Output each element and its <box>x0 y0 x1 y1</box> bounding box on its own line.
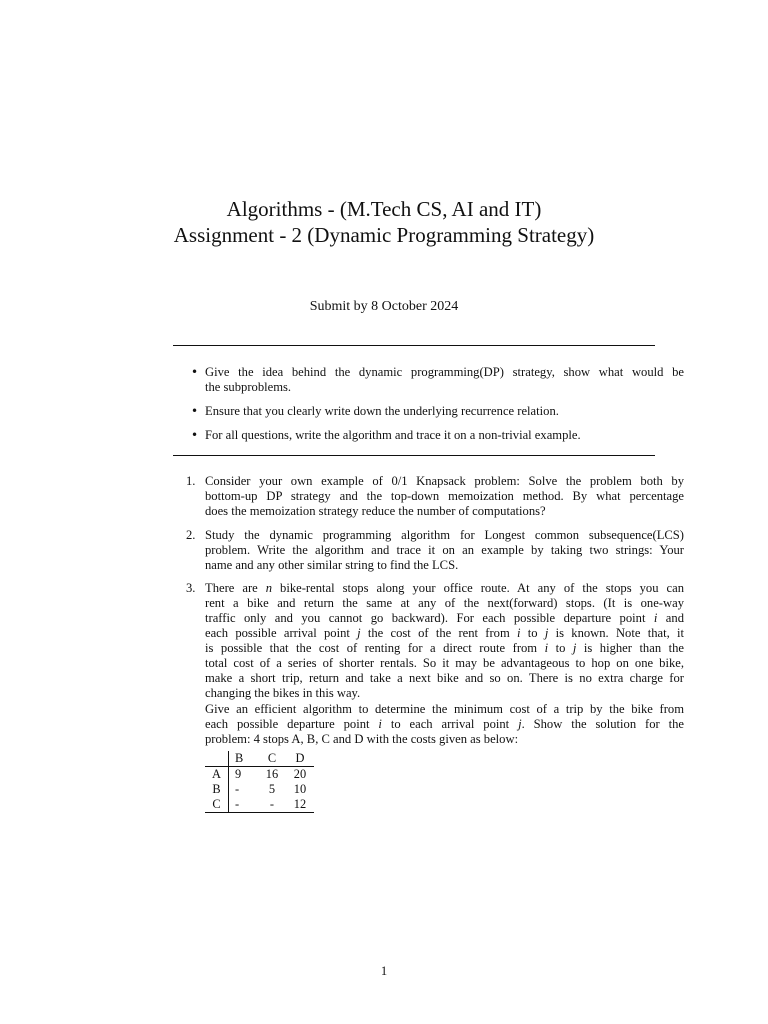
table-cell: - <box>269 797 275 811</box>
question-text-line: Study the dynamic programming algorithm for Longest common subsequence(LCS) <box>205 528 684 542</box>
question-number: 1. <box>186 474 196 488</box>
question-text-line: problem: 4 stops A, B, C and D with the costs given as below: <box>205 732 519 746</box>
question-text-line: rent a bike and return the same at any of the next(forward) stops. (It is one-way <box>205 596 684 610</box>
question-text-line: each possible arrival point j the cost of the rent from i to j is known. Note that, it <box>205 626 684 640</box>
table-row-label: C <box>205 797 229 813</box>
document-title-line1: Algorithms - (M.Tech CS, AI and IT) <box>226 197 542 221</box>
table-cell: - <box>235 797 240 811</box>
bullet-icon: • <box>191 428 199 442</box>
question-text-line: Give an efficient algorithm to determine the minimum cost of a trip by the bike from <box>205 702 684 716</box>
table-cell: 16 <box>265 767 279 781</box>
table-cell: 20 <box>293 767 307 781</box>
cost-table <box>205 751 314 813</box>
instruction-text: the subproblems. <box>205 380 292 394</box>
table-header-cell: B <box>235 751 244 765</box>
table-header-cell: D <box>295 751 305 765</box>
table-row-label: A <box>205 767 229 783</box>
bullet-icon: • <box>191 365 199 379</box>
table-cell: 5 <box>268 782 276 796</box>
question-text-line: name and any other similar string to find the LCS. <box>205 558 459 572</box>
instruction-text: For all questions, write the algorithm and trace it on a non-trivial example. <box>205 428 581 442</box>
submission-deadline: Submit by 8 October 2024 <box>309 299 459 314</box>
table-cell: - <box>235 782 240 796</box>
question-text-line: traffic only and you cannot go backward). For each possible departure point i and <box>205 611 684 625</box>
table-cell: 9 <box>235 767 242 781</box>
table-header-cell: C <box>267 751 277 765</box>
table-cell: 10 <box>293 782 307 796</box>
question-text-line: bottom-up DP strategy and the top-down memoization method. By what percentage <box>205 489 684 503</box>
question-3-paragraph-2 <box>205 702 684 747</box>
instruction-text: Ensure that you clearly write down the underlying recurrence relation. <box>205 404 559 418</box>
question-text-line: problem. Write the algorithm and trace it on an example by taking two strings: Your <box>205 543 684 557</box>
table-row-label: B <box>205 782 229 797</box>
table-row <box>205 782 314 797</box>
question-number: 3. <box>186 581 196 595</box>
top-divider <box>173 345 655 346</box>
question-3-paragraph-1 <box>205 581 684 701</box>
question-text-line: There are n bike-rental stops along your office route. At any of the stops you can <box>205 581 684 595</box>
table-row <box>205 797 314 813</box>
question-text-line: does the memoization strategy reduce the number of computations? <box>205 504 546 518</box>
table-cell: 12 <box>293 797 307 811</box>
bullet-icon: • <box>191 404 199 418</box>
bottom-divider <box>173 455 655 456</box>
question-text-line: total cost of a series of shorter rentals. So it may be advantageous to hop on one bike, <box>205 656 684 670</box>
question-text-line: each possible departure point i to each arrival point j. Show the solution for the <box>205 717 685 731</box>
page-number: 1 <box>380 964 388 978</box>
table-header-row <box>205 751 314 767</box>
question-text-line: Consider your own example of 0/1 Knapsack problem: Solve the problem both by <box>205 474 684 488</box>
question-text-line: changing the bikes in this way. <box>205 686 361 700</box>
question-text-line: is possible that the cost of renting for a direct route from i to j is higher than the <box>205 641 684 655</box>
question-text-line: make a short trip, return and take a next bike and so on. There is no extra charge for <box>205 671 684 685</box>
question-number: 2. <box>186 528 196 542</box>
table-header-cell <box>205 751 229 767</box>
table-row <box>205 767 314 783</box>
document-title-line2: Assignment - 2 (Dynamic Programming Strategy) <box>173 223 595 247</box>
instruction-text: Give the idea behind the dynamic programming(DP) strategy, show what would be <box>205 365 684 379</box>
